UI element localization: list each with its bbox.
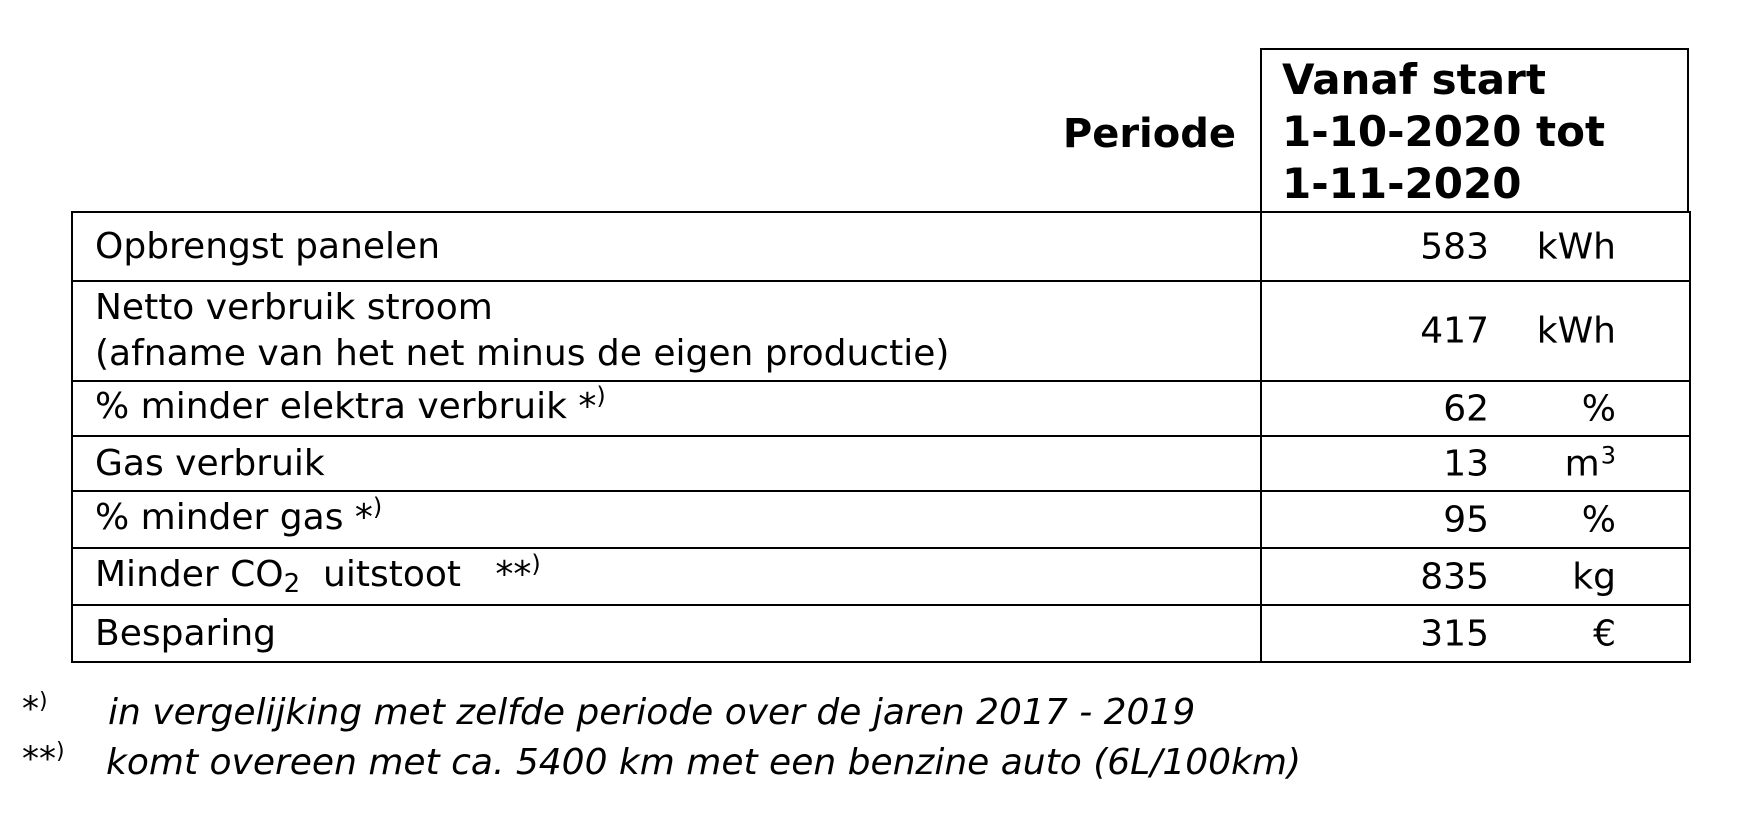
period-line-2: 1-10-2020 tot [1282,107,1606,156]
row-label [72,548,1261,605]
row-label-text: Opbrengst panelen [95,225,441,267]
row-value: 62 [1443,388,1489,429]
table-row [72,381,1690,436]
results-table [71,211,1691,663]
period-label: Periode [1062,111,1236,157]
row-value: 835 [1420,556,1489,597]
row-value: 417 [1420,310,1489,352]
footnote-marker: **) [22,739,65,779]
row-value: 315 [1420,613,1489,654]
row-label [72,281,1261,381]
row-value-cell [1261,436,1690,491]
row-label [72,381,1261,436]
footnote-marker: **) [495,550,541,595]
row-unit: % [1581,499,1616,540]
footnote-text: in vergelijking met zelfde periode over de jaren 2017 - 2019 [108,692,1196,733]
period-line-1: Vanaf start [1282,55,1546,104]
period-line-3: 1-11-2020 [1282,159,1522,208]
table-row [72,605,1690,662]
row-label-subtext: (afname van het net minus de eigen productie) [95,333,950,374]
row-label [72,436,1261,491]
table-row [72,436,1690,491]
table-row [72,212,1690,281]
row-unit: % [1581,388,1616,429]
row-value: 13 [1443,443,1489,484]
row-value-cell [1261,605,1690,662]
row-label-text: Gas verbruik [95,442,325,484]
row-label [72,605,1261,662]
table-row [72,491,1690,548]
row-label-text: % minder elektra verbruik [95,386,567,427]
unit-superscript: 3 [1600,441,1616,469]
period-header-cell [1260,48,1689,211]
row-value: 583 [1420,226,1489,267]
row-value-cell [1261,381,1690,436]
row-value-cell [1261,491,1690,548]
row-value-cell [1261,281,1690,381]
row-unit: € [1593,613,1616,654]
footnote-marker: *) [578,382,606,427]
table-row [72,281,1690,381]
footnote-marker: *) [354,493,383,538]
row-unit: $m^3$ [1564,441,1616,484]
row-unit: kg [1572,556,1616,597]
row-label-text: Minder $CO_2$ uitstoot [95,554,484,599]
footnote-marker: *) [22,689,48,729]
row-label-text: Netto verbruik stroom [95,287,493,328]
row-label-text: % minder gas [95,497,344,538]
subscript-index: 2 [283,569,301,599]
footnote-text: komt overeen met ca. 5400 km met een benzine auto (6L/100km) [106,742,1301,783]
table-row [72,548,1690,605]
row-value-cell [1261,212,1690,281]
row-unit: kWh [1536,310,1616,352]
row-value-cell [1261,548,1690,605]
row-value: 95 [1443,499,1489,540]
row-unit: kWh [1536,226,1616,267]
row-label [72,491,1261,548]
row-label [72,212,1261,281]
row-label-text: Besparing [95,612,276,654]
